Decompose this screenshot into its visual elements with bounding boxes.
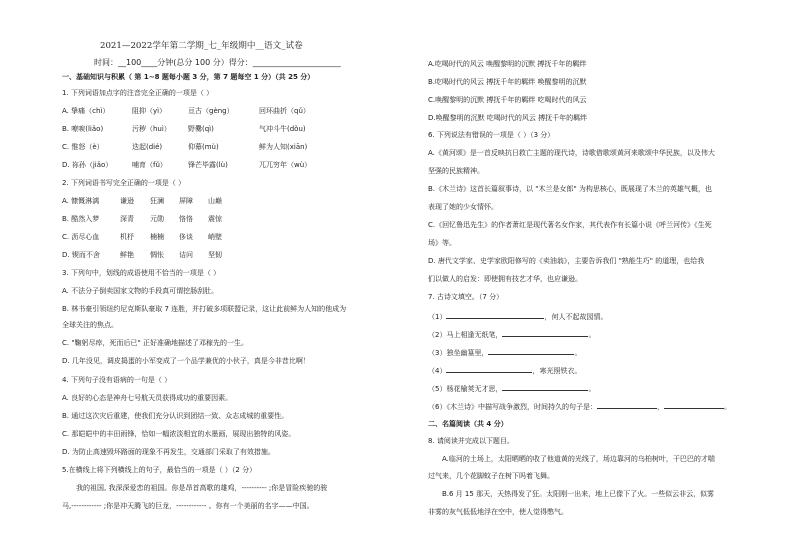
question-5-option-d: D.唤醒黎明的沉默 吃喝时代的风云 搏抚千年的羁绊 bbox=[428, 114, 588, 122]
question-4-option-a: A. 良好的心态是神舟七号航天员获得成功的重要因素。 bbox=[62, 394, 233, 402]
exam-title: 2021—2022学年第二学期_七_年级期中__语文_试卷 bbox=[100, 41, 303, 51]
question-7-item-1: （1） ，何人不起故园情。 bbox=[428, 313, 608, 321]
question-5-option-c: C.唤醒黎明的沉默 搏抚千年的羁绊 吃喝时代的风云 bbox=[428, 96, 587, 104]
question-5-passage-line-2: 马,------------ ;你是冲天腾飞的巨龙，------------ 。你有一个美丽的名字——中国。 bbox=[62, 502, 314, 510]
section-heading: 二、名篇阅读（共 4 分） bbox=[428, 420, 508, 428]
question-3-option-c: C. "鞠躬尽瘁，死而后已" 正好准确地描述了邓稼先的一生。 bbox=[62, 339, 249, 347]
question-6: 6. 下列说法有错误的一项是（ ）（3 分） bbox=[428, 131, 555, 139]
answer-blank[interactable] bbox=[502, 383, 588, 391]
question-2-option-a: A. 慷慨淋漓 谦逊 狂澜 屏障 山巅 bbox=[62, 197, 222, 205]
question-1-option-d: D. 祢孙（jiǎo） 哺育（fǔ） 锋芒毕露(lù) 兀兀穷年（wù） bbox=[62, 161, 312, 169]
question-2-option-c: C. 沥尽心血 机杼 楠楠 侈谈 峭壁 bbox=[62, 233, 222, 241]
question-4: 4. 下列句子没有语病的一句是（ ） bbox=[62, 376, 172, 384]
question-1-option-a: A. 挚痛（chì） 阻抑（yì） 亘古（gèng） 回环曲折（qǔ） bbox=[62, 107, 310, 115]
section-heading: 一、基础知识与积累（ 第 1~8 题每小题 3 分，第 7 题每空 1 分）（共 25 分） bbox=[62, 73, 315, 81]
question-3-option-d: D. 几年没见，调皮捣蛋的小军变成了一个品学兼优的小伙子，真是今非昔比啊！ bbox=[62, 357, 310, 365]
answer-blank[interactable] bbox=[502, 329, 588, 337]
answer-blank[interactable] bbox=[664, 401, 724, 409]
question-7-item-6: （6）《木兰诗》中描写战争激烈，时间持久的句子是： ， 。 bbox=[428, 403, 731, 411]
question-2: 2. 下列词语书写完全正确的一项是（ ） bbox=[62, 179, 186, 187]
question-7-item-3: （3）独坐幽篁里， 。 bbox=[428, 349, 582, 357]
exam-meta: 时间：__100____分钟(总分 100 分）得分：______________________ bbox=[94, 58, 341, 67]
question-6-option-d-cont: 们以做人的启发：即使拥有技艺才华，也应谦逊。 bbox=[428, 275, 582, 283]
question-7: 7. 古诗文填空。（7 分） bbox=[428, 293, 504, 301]
question-3-option-b: B. 林书豪引领纽约尼克斯队豪取 7 连胜，并打破多项联盟记录，这让此前鲜为人知的他成为 bbox=[62, 305, 347, 313]
question-6-option-d: D. 唐代文学家、史学家欧阳修写的《卖油翁》，主要告诉我们 "熟能生巧" 的道理，也给我 bbox=[428, 257, 705, 265]
question-6-option-b: B.《木兰诗》这首长篇叙事诗，以 "木兰是女郎" 为构思核心，既展现了木兰的英雄气概，也 bbox=[428, 185, 712, 193]
question-4-option-d: D. 为防止高速毁坏路面的现象不再发生，交通部门采取了有效措施。 bbox=[62, 448, 275, 456]
question-4-option-b: B. 通过这次灾后重建，使我们充分认识到团结一致、众志成城的重要性。 bbox=[62, 412, 289, 420]
question-1-option-b: B. 嘹唳(liǎo) 污秽（huì） 野爨(qì) 气冲斗牛(dǒu) bbox=[62, 125, 306, 133]
question-6-option-b-cont: 表现了她的少女情怀。 bbox=[428, 203, 498, 211]
question-2-option-b: B. 酷然入梦 深青 元勋 恪恪 震惊 bbox=[62, 215, 222, 223]
question-2-option-d: D. 锲而不舍 鲜艳 惆怅 诘问 坚韧 bbox=[62, 251, 222, 259]
question-7-item-4: （4） ，寒光照铁衣。 bbox=[428, 367, 582, 375]
question-3-option-a: A. 不法分子倒卖国家文物的手段真可谓挖肠刮肚。 bbox=[62, 287, 219, 295]
question-7-item-5: （5）杨花榆荚无才思， 。 bbox=[428, 385, 596, 393]
question-1: 1. 下列词语加点字的注音完全正确的一项是（ ） bbox=[62, 89, 214, 97]
question-8: 8. 请阅读并完成以下题目。 bbox=[428, 437, 514, 445]
question-5-option-a: A.吃喝时代的风云 唤醒黎明的沉默 搏抚千年的羁绊 bbox=[428, 60, 587, 68]
question-6-option-c: C.《回忆鲁迅先生》的作者萧红是现代著名女作家，其代表作有长篇小说《呼兰河传》《生死 bbox=[428, 221, 712, 229]
question-3: 3. 下列句中，划线的成语使用不恰当的一项是（ ） bbox=[62, 269, 221, 277]
answer-blank[interactable] bbox=[597, 401, 657, 409]
question-3-option-b-cont: 全球关注的焦点。 bbox=[62, 321, 118, 329]
question-5: 5.在横线上将下列横线上的句子，最恰当的一项是（ ）（2 分） bbox=[62, 466, 257, 474]
question-4-option-c: C. 那皑皑中的丰田雨锋，恰如一幅浓淡相宜的水墨画，展现出独特的风姿。 bbox=[62, 430, 296, 438]
question-6-option-a: A.《黄河颂》是一首反映抗日救亡主题的现代诗，诗歌借歌颂黄河来歌颂中华民族，以及伟大 bbox=[428, 149, 715, 157]
question-5-passage-line-1: 我的祖国, 我深深爱恋的祖国。你是昂首高歌的雄鸡，---------- ;你是冒险疾驰的骏 bbox=[76, 484, 328, 492]
question-8-passage-b-cont: 非雾的灰气低低地浮在空中，使人觉得憋气。 bbox=[428, 508, 568, 516]
question-8-passage-a: A.临河的土场上，太阳晒晒的收了他道黄的光线了，场边靠河的乌桕树叶，干巴巴的才喘 bbox=[442, 455, 715, 463]
answer-blank[interactable] bbox=[446, 311, 544, 319]
question-8-passage-a-cont: 过气来，几个花脚蚊子在树下吗着飞舞。 bbox=[428, 472, 554, 480]
answer-blank[interactable] bbox=[488, 347, 574, 355]
question-6-option-c-cont: 场》等。 bbox=[428, 239, 456, 247]
question-5-option-b: B.吃喝时代的风云 搏抚千年的羁绊 唤醒黎明的沉默 bbox=[428, 78, 587, 86]
answer-blank[interactable] bbox=[446, 365, 532, 373]
question-8-passage-b: B.6 月 15 那天，天热得发了狂。太阳刚一出来，地上已像下了火。一些似云非云，似雾 bbox=[442, 490, 715, 498]
question-7-item-2: （2）马上相逢无纸笔， 。 bbox=[428, 331, 596, 339]
question-6-option-a-cont: 坚强的民族精神。 bbox=[428, 167, 484, 175]
question-1-option-c: C. 惟怒（è） 迭起(dié) 仰幕(mù) 鲜为人知(xiān) bbox=[62, 143, 308, 151]
